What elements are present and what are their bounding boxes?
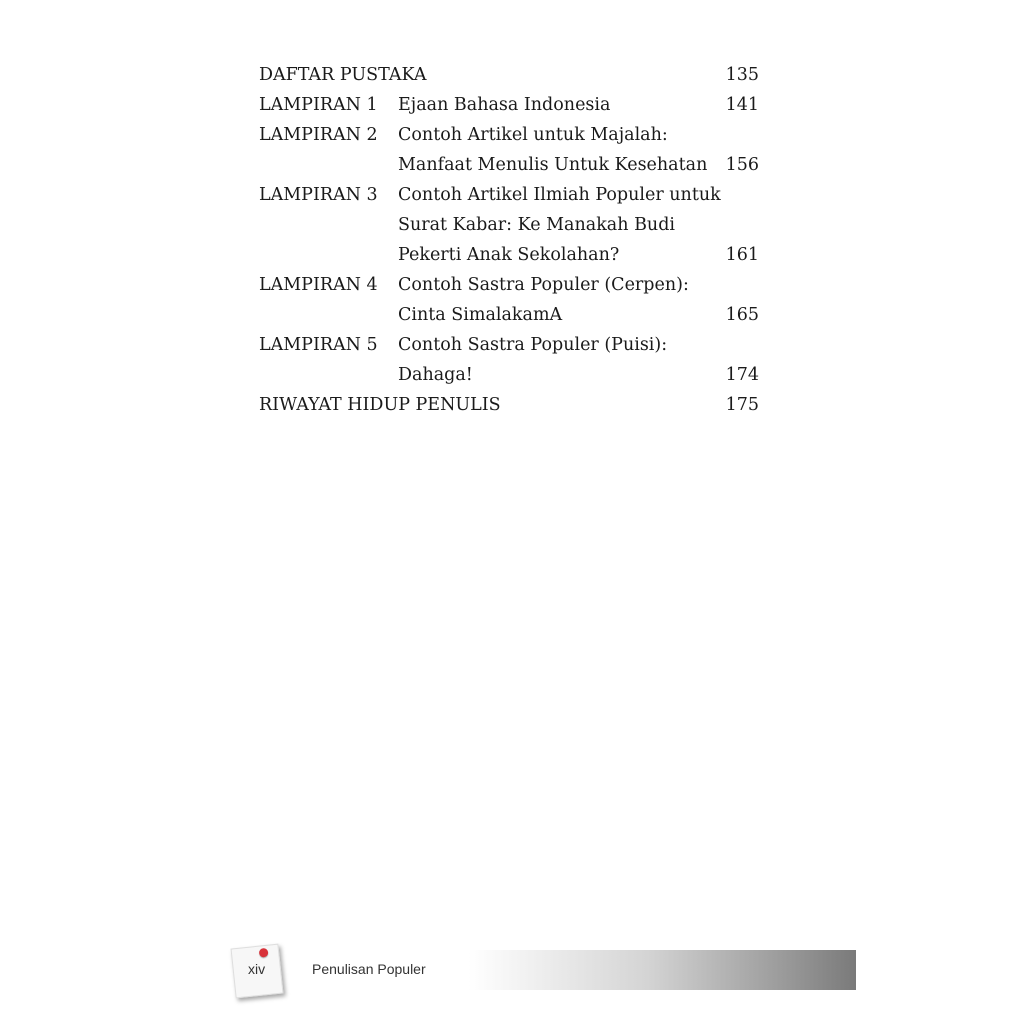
toc-entry-title: Ejaan Bahasa Indonesia <box>398 95 611 115</box>
toc-entry-page: 135 <box>725 65 759 85</box>
toc-row <box>259 390 759 420</box>
toc-entry-label: LAMPIRAN 4 <box>259 275 378 295</box>
toc-entry-title: Dahaga! <box>398 365 473 385</box>
toc-row <box>259 360 759 390</box>
toc-entry-title: Manfaat Menulis Untuk Kesehatan <box>398 155 708 175</box>
toc-entry-title: Cinta SimalakamA <box>398 305 563 325</box>
page-number: xiv <box>248 961 266 977</box>
toc-entry-title: Contoh Sastra Populer (Cerpen): <box>398 275 689 295</box>
toc-entry-title: Contoh Artikel Ilmiah Populer untuk <box>398 185 721 205</box>
table-of-contents <box>259 60 759 420</box>
toc-row <box>259 90 759 120</box>
toc-entry-page: 161 <box>725 245 759 265</box>
toc-entry-title: Pekerti Anak Sekolahan? <box>398 245 620 265</box>
push-pin-icon <box>259 948 269 958</box>
toc-entry-title: Contoh Artikel untuk Majalah: <box>398 125 668 145</box>
toc-row <box>259 150 759 180</box>
toc-row <box>259 120 759 150</box>
toc-entry-title: Contoh Sastra Populer (Puisi): <box>398 335 668 355</box>
toc-row <box>259 270 759 300</box>
toc-row <box>259 210 759 240</box>
toc-entry-label: LAMPIRAN 1 <box>259 95 378 115</box>
toc-entry-title: Surat Kabar: Ke Manakah Budi <box>398 215 676 235</box>
toc-entry-label: LAMPIRAN 3 <box>259 185 378 205</box>
toc-entry-label: RIWAYAT HIDUP PENULIS <box>259 395 501 415</box>
toc-row <box>259 240 759 270</box>
toc-entry-label: DAFTAR PUSTAKA <box>259 65 427 85</box>
toc-entry-label: LAMPIRAN 2 <box>259 125 378 145</box>
toc-entry-page: 175 <box>725 395 759 415</box>
toc-entry-label: LAMPIRAN 5 <box>259 335 378 355</box>
page-footer <box>230 938 856 1000</box>
toc-row <box>259 180 759 210</box>
toc-entry-page: 165 <box>725 305 759 325</box>
running-footer-title: Penulisan Populer <box>312 961 426 977</box>
toc-row <box>259 300 759 330</box>
toc-entry-page: 141 <box>725 95 759 115</box>
toc-row <box>259 60 759 90</box>
toc-row <box>259 330 759 360</box>
toc-entry-page: 156 <box>725 155 759 175</box>
toc-entry-page: 174 <box>725 365 759 385</box>
